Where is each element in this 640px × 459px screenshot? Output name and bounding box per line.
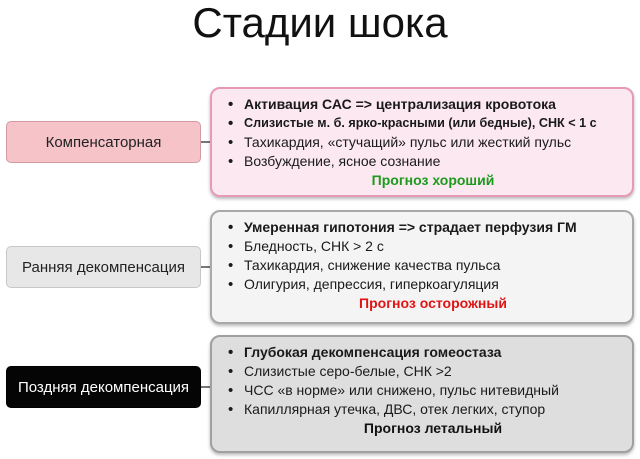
stage-label-compensatory: Компенсаторная xyxy=(6,121,201,163)
list-item: • Умеренная гипотония => страдает перфузия ГМ xyxy=(228,218,622,237)
list-item: • Бледность, СНК > 2 с xyxy=(228,237,622,256)
page-title: Стадии шока xyxy=(192,0,448,46)
list-item: • Тахикардия, «стучащий» пульс или жесткий пульс xyxy=(228,133,622,152)
symptom-list xyxy=(228,95,622,171)
list-item: • Капиллярная утечка, ДВС, отек легких, ступор xyxy=(228,400,622,419)
prognosis-text: Прогноз летальный xyxy=(363,420,503,436)
stage-box-early-decompensation xyxy=(210,210,634,324)
list-item: • Возбуждение, ясное сознание xyxy=(228,152,622,171)
list-item: • Глубокая декомпенсация гомеостаза xyxy=(228,343,622,362)
symptom-list xyxy=(228,218,622,294)
symptom-list xyxy=(228,343,622,419)
list-item: • ЧСС «в норме» или снижено, пульс нитевидный xyxy=(228,381,622,400)
list-item: • Активация САС => централизация кровотока xyxy=(228,95,622,114)
stage-label-early-decompensation: Ранняя декомпенсация xyxy=(6,246,201,288)
list-item: • Олигурия, депрессия, гиперкоагуляция xyxy=(228,275,622,294)
prognosis-text: Прогноз хороший xyxy=(371,172,495,188)
list-item: • Тахикардия, снижение качества пульса xyxy=(228,256,622,275)
stage-box-late-decompensation xyxy=(210,335,634,453)
list-item: • Слизистые м. б. ярко-красными (или бедные), СНК < 1 с xyxy=(228,114,622,133)
stage-label-late-decompensation: Поздняя декомпенсация xyxy=(6,366,201,408)
prognosis-text: Прогноз осторожный xyxy=(359,295,507,311)
list-item: • Слизистые серо-белые, СНК >2 xyxy=(228,362,622,381)
stage-box-compensatory xyxy=(210,87,634,197)
